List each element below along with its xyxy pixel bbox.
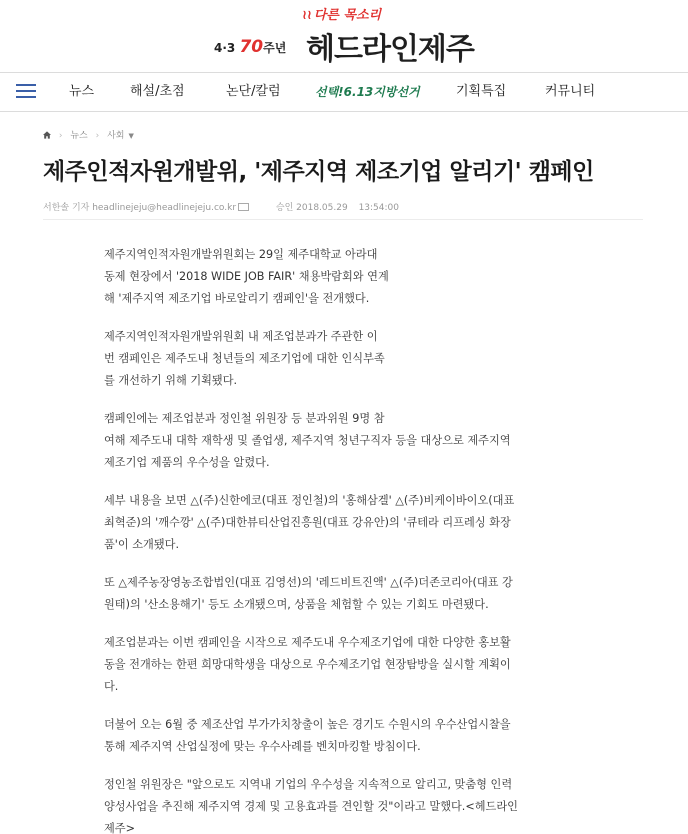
paragraph-line: 제조업분과는 이번 캠페인을 시작으로 제주도내 우수제조기업에 대한 다양한 홍보활 xyxy=(104,636,511,649)
paragraph-line: 또 △제주농장영농조합법인(대표 김영선)의 '레드비트진액' △(주)더존코리아(대표 강 xyxy=(104,576,513,589)
article-paragraph xyxy=(104,774,594,834)
paragraph-line: 여해 제주도내 대학 재학생 및 졸업생, 제주지역 청년구직자 등을 대상으로 제주지역 xyxy=(104,434,511,447)
paragraph-line: 해 '제주지역 제조기업 바로알리기 캠페인'을 전개했다. xyxy=(104,292,370,305)
paragraph-line: 캠페인에는 제조업분과 정인철 위원장 등 분과위원 9명 참 xyxy=(104,412,385,425)
site-logo[interactable] xyxy=(214,4,484,67)
anniversary-number: 70 xyxy=(239,37,264,57)
brand-name: 헤드라인제주 xyxy=(306,32,474,67)
article-paragraph xyxy=(104,326,594,392)
anniversary-badge xyxy=(214,37,286,57)
caret-down-icon[interactable]: ▼ xyxy=(128,132,134,140)
author[interactable]: 서한솔 기자 headlinejeju@headlinejeju.co.kr xyxy=(43,203,237,213)
nav-item-opinion[interactable]: 논단/칼럼 xyxy=(226,84,281,99)
anniversary-suffix: 주년 xyxy=(263,41,287,55)
byline xyxy=(43,200,399,213)
masthead xyxy=(0,0,688,70)
breadcrumb-news[interactable]: 뉴스 xyxy=(70,131,88,141)
article-body xyxy=(104,244,594,834)
paragraph-line: 번 캠페인은 제주도내 청년들의 제조기업에 대한 인식부족 xyxy=(104,352,385,365)
sound-wave-icon: ≀≀ xyxy=(302,8,312,23)
election-label: 6.13지방선거 xyxy=(343,85,420,99)
slogan-text: 다른 목소리 xyxy=(313,8,382,23)
chevron-right-icon: › xyxy=(95,131,100,141)
article-paragraph xyxy=(104,572,594,616)
home-icon[interactable] xyxy=(43,131,51,139)
paragraph-line: 양성사업을 추진해 제주지역 경제 및 고용효과를 견인할 것"이라고 말했다.<헤드라인 xyxy=(104,800,518,813)
paragraph-line: 제주지역인적자원개발위원회 내 제조업분과가 주관한 이 xyxy=(104,330,378,343)
article-paragraph xyxy=(104,244,594,310)
anniversary-prefix: 4·3 xyxy=(214,41,236,55)
article-paragraph xyxy=(104,408,594,474)
paragraph-line: 제주> xyxy=(104,822,135,834)
paragraph-line: 정인철 위원장은 "앞으로도 지역내 기업의 우수성을 지속적으로 알리고, 맞춤형 인력 xyxy=(104,778,513,791)
paragraph-line: 원태)의 '산소용해기' 등도 소개됐으며, 상품을 체험할 수 있는 기회도 마련됐다. xyxy=(104,598,489,611)
publish-date: 승인 2018.05.29 xyxy=(275,203,348,213)
paragraph-line: 최혁준)의 '깨수깡' △(주)대한뷰티산업진흥원(대표 강유안)의 '큐테라 리프레싱 화장 xyxy=(104,516,511,529)
article-paragraph xyxy=(104,714,594,758)
article-paragraph xyxy=(104,632,594,698)
breadcrumb-society[interactable]: 사회 xyxy=(107,131,125,141)
publish-time: 13:54:00 xyxy=(358,203,399,213)
slogan xyxy=(302,4,381,23)
divider xyxy=(43,219,643,220)
article-paragraph xyxy=(104,490,594,556)
paragraph-line: 세부 내용을 보면 △(주)신한에코(대표 정인철)의 '홍해삼겔' △(주)비케이바이오(대표 xyxy=(104,494,515,507)
paragraph-line: 더불어 오는 6월 중 제조산업 부가가치창출이 높은 경기도 수원시의 우수산업시찰을 xyxy=(104,718,511,731)
paragraph-line: 를 개선하기 위해 기획됐다. xyxy=(104,374,238,387)
nav-item-news[interactable]: 뉴스 xyxy=(69,84,95,99)
paragraph-line: 통해 제주지역 산업실정에 맞는 우수사례를 벤치마킹할 방침이다. xyxy=(104,740,421,753)
nav-item-features[interactable]: 기획특집 xyxy=(456,84,507,99)
paragraph-line: 제조기업 제품의 우수성을 알렸다. xyxy=(104,456,270,469)
election-prefix: 선택! xyxy=(315,85,344,99)
paragraph-line: 제주지역인적자원개발위원회는 29일 제주대학교 아라대 xyxy=(104,248,378,261)
paragraph-line: 다. xyxy=(104,680,119,693)
nav-item-election[interactable] xyxy=(315,73,420,111)
article-title: 제주인적자원개발위, '제주지역 제조기업 알리기' 캠페인 xyxy=(43,159,594,185)
paragraph-line: 동을 전개하는 한편 희망대학생을 대상으로 우수제조기업 현장탐방을 실시할 계획이 xyxy=(104,658,511,671)
nav-item-community[interactable]: 커뮤니티 xyxy=(545,84,596,99)
menu-icon[interactable] xyxy=(16,84,36,100)
breadcrumb xyxy=(43,128,134,142)
chevron-right-icon: › xyxy=(58,131,63,141)
mail-icon[interactable] xyxy=(238,203,249,211)
paragraph-line: 동제 현장에서 '2018 WIDE JOB FAIR' 채용박람회와 연계 xyxy=(104,270,389,283)
paragraph-line: 품'이 소개됐다. xyxy=(104,538,180,551)
main-nav xyxy=(0,72,688,112)
nav-item-analysis[interactable]: 해설/초점 xyxy=(130,84,185,99)
